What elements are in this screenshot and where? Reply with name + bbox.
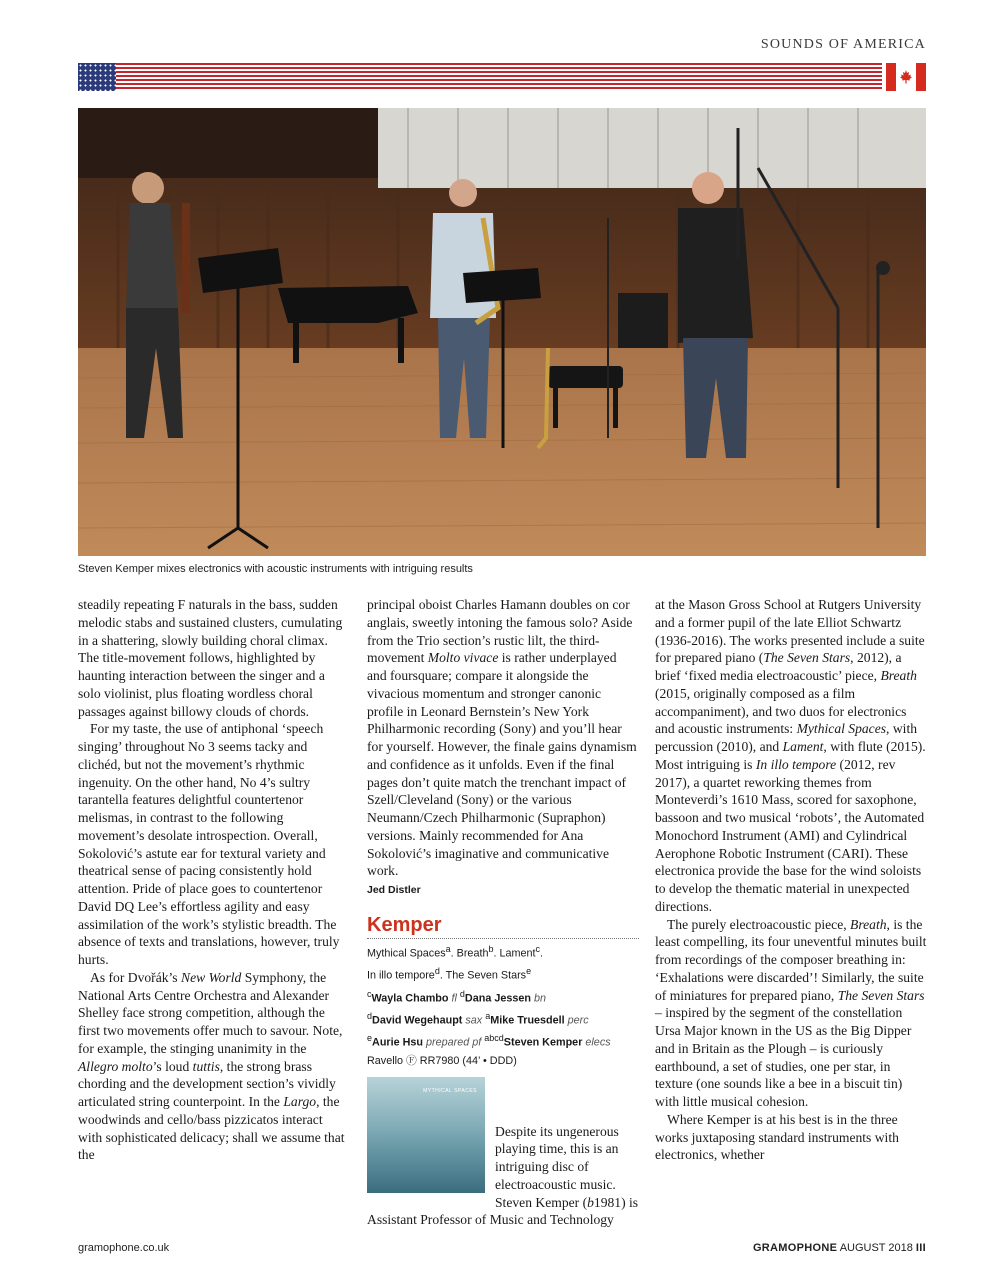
section-label: SOUNDS OF AMERICA [760, 37, 926, 52]
footer-issue: AUGUST 2018 [839, 1242, 913, 1254]
canada-flag-icon [886, 63, 926, 91]
col2-paragraph-2: Despite its ungenerous playing time, this is an intriguing disc of electroacoustic music. Steven Kemper (b1981) is Assistant Professor of Music and Technology [367, 1123, 639, 1228]
us-flag-stripes [116, 63, 882, 91]
col1-paragraph-1: steadily repeating F naturals in the bass, sudden melodic stabs and sustained clusters, cumulating in a shattering, slowly building choral climax. The title-movement follows, highlighted by haunting interaction between the singer and a solo violinist, plus floating wordless choral passages against billowy clouds of chords. [78, 597, 343, 719]
album-cover-title: MYTHICAL SPACES [423, 1087, 477, 1094]
maple-leaf-icon [898, 69, 914, 85]
footer-page-number: III [915, 1242, 926, 1254]
footer-magazine: GRAMOPHONE [752, 1242, 838, 1254]
column-3 [655, 596, 927, 1164]
col3-paragraph-3: Where Kemper is at his best is in the three works juxtaposing standard instruments with electronics, whether [655, 1111, 899, 1163]
works-line-2: In illo tempore$^d$. The Seven Stars$^e$ [367, 966, 532, 982]
performance-photo [78, 108, 926, 556]
flag-bar [78, 63, 926, 91]
performers-line-2: $^d$David Wegehaupt sax $^a$Mike Truesdell perc [367, 1010, 589, 1027]
col2-paragraph-1: principal oboist Charles Hamann doubles on cor anglais, sweetly intoning the famous solo? Aside from the Trio section’s rustic lilt, the third-movement Molto vivace is rather underplayed and foursquare; compare it alongside the vivacious momentum and stronger canonic profile in Leonard Bernstein’s New York Philharmonic recording (Sony) and you’ll hear for yourself. However, the finale gains dynamism and confidence as it unfolds. Even if the final pages don’t quite match the trenchant impact of Szell/Cleveland (Sony) or the various Neumann/Czech Philharmonic (Supraphon) versions. Mainly recommended for Ana Sokolović’s imaginative and communicative work. [367, 597, 637, 879]
column-1 [78, 596, 350, 1164]
us-flag-icon [78, 63, 116, 91]
footer-website: gramophone.co.uk [78, 1242, 170, 1254]
photo-caption: Steven Kemper mixes electronics with acoustic instruments with intriguing results [78, 563, 473, 575]
col1-paragraph-2: For my taste, the use of antiphonal ‘speech singing’ throughout No 3 seems tacky and clichéd, but not the movement’s rhythmic ingenuity. On the other hand, No 4’s sultry tarantella features delightful countertenor melismas, in contrast to the following movement’s desolate introspection. Overall, Sokolović’s astute ear for textural variety and theatrical sense of pacing consistently hold attention. Pride of place goes to countertenor David DQ Lee’s effortless agility and easy assimilation of the work’s stylistic breadth. The absence of texts and translations, however, truly hurts. [78, 721, 340, 967]
performers-line-3: $^e$Aurie Hsu prepared pf $^{abcd}$Steven Kemper elecs [367, 1033, 611, 1049]
reviewer-signature: Jed Distler [367, 884, 421, 896]
col3-paragraph-2: The purely electroacoustic piece, Breath, is the least compelling, its four uneventful minutes built from recordings of the composer breathing in: ‘Exhalations were discarded’! Similarly, the suite of miniatures for prepared piano, The Seven Stars – inspired by the segment of the constellation Ursa Major known in the US as the Big Dipper and in Britain as the Plough – is curiously earthbound, a set of studies, one per star, in texture (one sounds like a bee in a biscuit tin) with little musical cohesion. [655, 916, 927, 1109]
disc-listing [367, 941, 639, 1071]
album-cover [367, 1077, 485, 1193]
col1-paragraph-3: As for Dvořák’s New World Symphony, the National Arts Centre Orchestra and Alexander Shelley face strong competition, although the first two movements offer much to savour. Note, for example, the stinging unanimity in the Allegro molto’s loud tuttis, the strong brass chording and the development section’s vividly articulated string counterpoint. In the Largo, the woodwinds and cello/bass pizzicatos interact with sophisticated delicacy; shall we assume that the [78, 969, 345, 1163]
col3-paragraph-1: at the Mason Gross School at Rutgers University and a former pupil of the late Elliot Schwartz (1936-2016). The works presented include a suite for prepared piano (The Seven Stars, 2012), a brief ‘fixed media electroacoustic’ piece, Breath (2015, originally composed as a film accompaniment), and two duos for electronics and acoustic instruments: Mythical Spaces, with percussion (2010), and Lament, with flute (2015). Most intriguing is In illo tempore (2012, rev 2017), a quartet reworking themes from Monteverdi’s 1610 Mass, scored for saxophone, bassoon and two musical ‘robots’, the Automated Monochord Instrument (AMI) and Cylindrical Aerophone Robotic Instrument (CARI). These electronica provide the base for the wind soloists to develop the thematic material in unexpected directions. [655, 597, 926, 914]
works-line-1: Mythical Spaces$^a$. Breath$^b$. Lament$^c$. [367, 943, 543, 960]
footer-folio [753, 1242, 926, 1254]
performers-line-1: $^c$Wayla Chambo fl $^d$Dana Jessen bn [367, 988, 546, 1005]
column-2 [367, 596, 639, 1229]
label-catalogue: Ravello Ⓕ RR7980 (44’ • DDD) [367, 1054, 517, 1067]
review-heading: Kemper [367, 914, 639, 939]
